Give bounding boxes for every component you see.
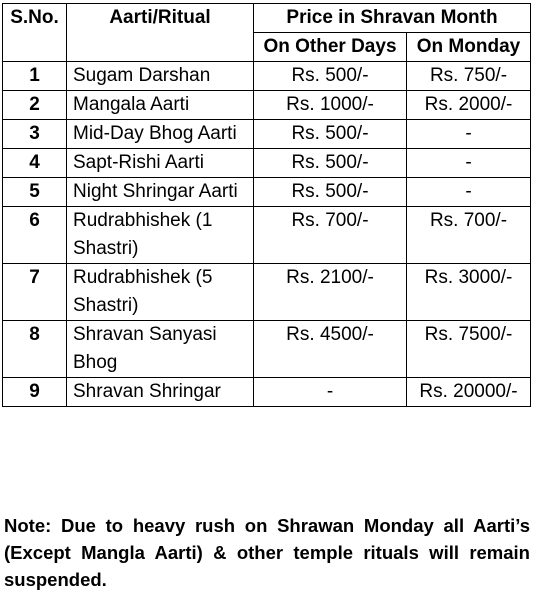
price-table <box>2 3 531 407</box>
row-sno-cell: 1 <box>3 62 67 91</box>
table-row <box>3 321 531 378</box>
row-monday-price-cell: - <box>407 149 531 178</box>
row-monday-price-cell: Rs. 7500/- <box>407 321 531 378</box>
header-price-group: Price in Shravan Month <box>254 4 531 33</box>
row-monday-price-cell: - <box>407 120 531 149</box>
header-ritual: Aarti/Ritual <box>67 4 254 62</box>
row-ritual-cell: Rudrabhishek (1 Shastri) <box>67 207 254 264</box>
row-other-days-price-cell: Rs. 500/- <box>254 62 407 91</box>
row-sno-cell: 4 <box>3 149 67 178</box>
header-row-1 <box>3 4 531 33</box>
row-ritual-cell: Sapt-Rishi Aarti <box>67 149 254 178</box>
table-header <box>3 4 531 62</box>
row-monday-price-cell: Rs. 3000/- <box>407 264 531 321</box>
header-other-days: On Other Days <box>254 33 407 62</box>
row-ritual-cell: Sugam Darshan <box>67 62 254 91</box>
table-row <box>3 120 531 149</box>
row-ritual-cell: Shravan Shringar <box>67 378 254 407</box>
table-row <box>3 91 531 120</box>
row-monday-price-cell: Rs. 2000/- <box>407 91 531 120</box>
row-ritual-cell: Shravan Sanyasi Bhog <box>67 321 254 378</box>
header-sno: S.No. <box>3 4 67 62</box>
row-monday-price-cell: Rs. 700/- <box>407 207 531 264</box>
row-other-days-price-cell: Rs. 2100/- <box>254 264 407 321</box>
row-other-days-price-cell: Rs. 500/- <box>254 149 407 178</box>
row-other-days-price-cell: Rs. 500/- <box>254 178 407 207</box>
row-ritual-cell: Mangala Aarti <box>67 91 254 120</box>
row-sno-cell: 8 <box>3 321 67 378</box>
table-row <box>3 62 531 91</box>
header-monday: On Monday <box>407 33 531 62</box>
row-sno-cell: 3 <box>3 120 67 149</box>
row-other-days-price-cell: Rs. 4500/- <box>254 321 407 378</box>
table-body <box>3 62 531 407</box>
table-row <box>3 378 531 407</box>
row-other-days-price-cell: - <box>254 378 407 407</box>
row-monday-price-cell: Rs. 750/- <box>407 62 531 91</box>
table-row <box>3 264 531 321</box>
row-monday-price-cell: - <box>407 178 531 207</box>
row-sno-cell: 6 <box>3 207 67 264</box>
row-other-days-price-cell: Rs. 1000/- <box>254 91 407 120</box>
table-row <box>3 207 531 264</box>
row-other-days-price-cell: Rs. 700/- <box>254 207 407 264</box>
row-ritual-cell: Mid-Day Bhog Aarti <box>67 120 254 149</box>
row-monday-price-cell: Rs. 20000/- <box>407 378 531 407</box>
row-ritual-cell: Rudrabhishek (5 Shastri) <box>67 264 254 321</box>
row-other-days-price-cell: Rs. 500/- <box>254 120 407 149</box>
table-row <box>3 178 531 207</box>
row-sno-cell: 5 <box>3 178 67 207</box>
row-sno-cell: 7 <box>3 264 67 321</box>
row-sno-cell: 2 <box>3 91 67 120</box>
table-row <box>3 149 531 178</box>
row-ritual-cell: Night Shringar Aarti <box>67 178 254 207</box>
row-sno-cell: 9 <box>3 378 67 407</box>
note-text: Note: Due to heavy rush on Shrawan Monday all Aarti’s (Except Mangla Aarti) & other temple rituals will remain suspended. <box>4 515 530 590</box>
